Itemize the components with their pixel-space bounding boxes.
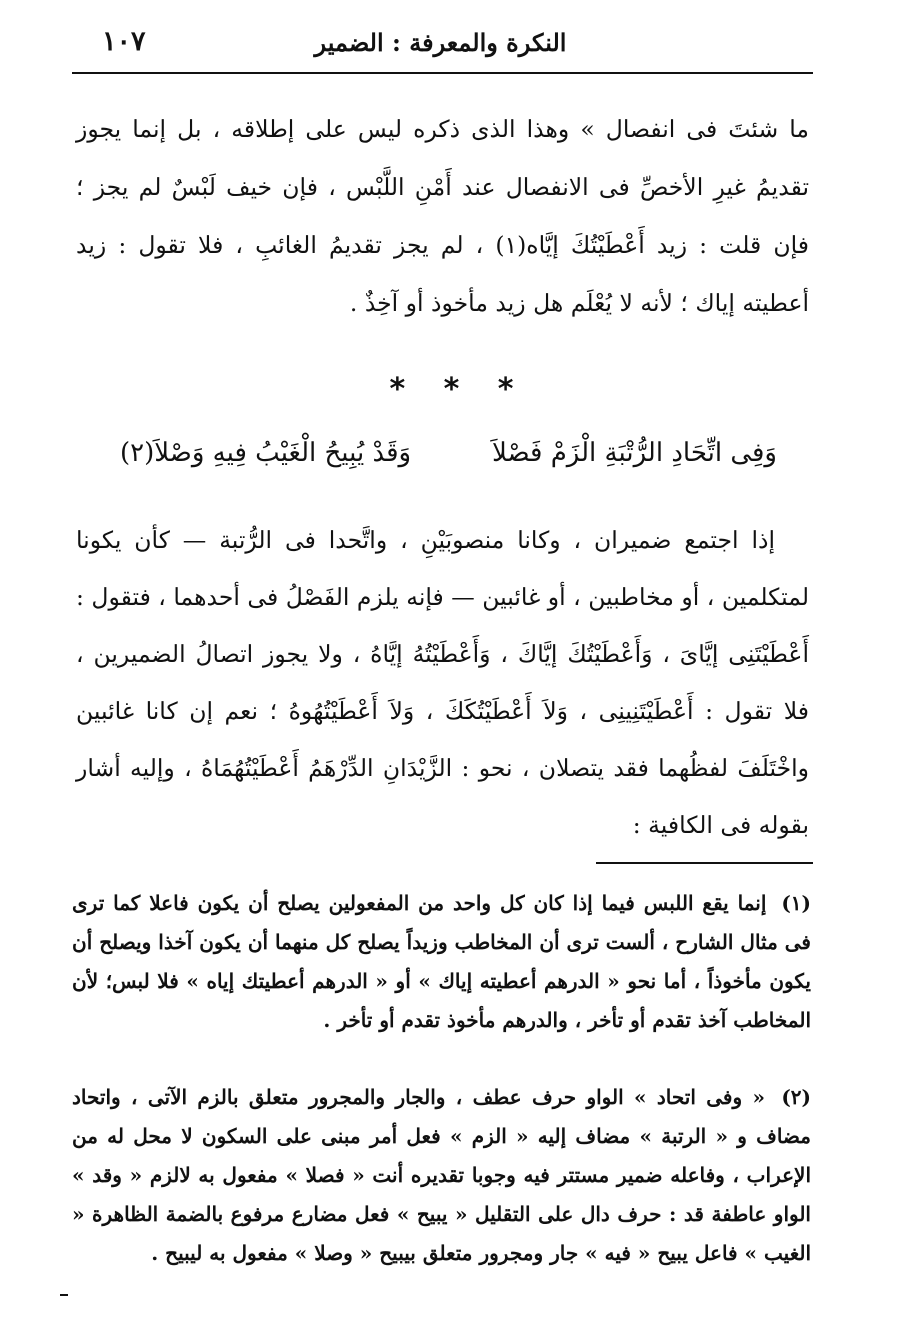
running-header: [72, 22, 809, 72]
page-number: ١٠٧: [102, 26, 146, 57]
header-title: النكرة والمعرفة : الضمير: [314, 28, 567, 57]
footnote-1: [72, 884, 811, 1040]
paragraph-1: [76, 100, 809, 332]
paragraph-2: [76, 512, 809, 854]
paragraph-2-text: إذا اجتمع ضميران ، وكانا منصوبَيْنِ ، واتَّحدا فى الرُّتبة — كأن يكونا لمتكلمين ، أو مخاطبين ، أو غائبين — فإنه يلزم الفَصْلُ فى أحدهما ، فتقول : أَعْطَيْتَنِى إيَّاىَ ، وَأَعْطَيْتُكَ إيَّاكَ ، وَأَعْطَيْتُهُ إيَّاهُ ، ولا يجوز اتصالُ الضميرين ، فلا تقول : أَعْطَيْتَنِينِى ، وَلاَ أَعْطَيْتُكَكَ ، وَلاَ أَعْطَيْتُهُوهُ ؛ نعم إن كانا غائبين واخْتَلَفَ لفظُهما فقد يتصلان ، نحو : الزَّيْدَانِ الدِّرْهَمُ أَعْطَيْتُهُمَاهُ ، وإليه أشار بقوله فى الكافية :: [76, 526, 809, 839]
footnote-1-paragraph: [72, 884, 811, 1040]
footnote-1-number: (١): [781, 891, 811, 915]
footnote-1-text: إنما يقع اللبس فيما إذا كان كل واحد من المفعولين يصلح أن يكون فاعلا كما ترى فى مثال الشارح ، ألست ترى أن المخاطب وزيداً يصلح كل منهما أن يكون آخذا ويصلح أن يكون مأخوذاً ، أما نحو « الدرهم أعطيته إياك » أو « الدرهم أعطيتك إياه » فلا لبس؛ لأن المخاطب آخذ تقدم أو تأخر ، والدرهم مأخوذ تقدم أو تأخر .: [72, 891, 811, 1032]
footnote-2-number: (٢): [781, 1085, 812, 1109]
verse-line: [120, 438, 777, 488]
paragraph-1-text: ما شئتَ فى انفصال » وهذا الذى ذكره ليس على إطلاقه ، بل إنما يجوز تقديمُ غيرِ الأخصِّ فى الانفصال عند أَمْنِ اللَّبْس ، فإن خيف لَبْسٌ لم يجز ؛ فإن قلت : زيد أَعْطَيْتُكَ إيَّاه(١) ، لم يجز تقديمُ الغائبِ ، فلا تقول : زيد أعطيته إياك ؛ لأنه لا يُعْلَم هل زيد مأخوذ أو آخِذٌ .: [76, 115, 809, 317]
footnote-2-paragraph: [72, 1078, 811, 1273]
verse-hemistich-1: وَفِى اتِّحَادِ الرُّتْبَةِ الْزَمْ فَصْلاَ: [491, 438, 777, 468]
header-rule: [72, 72, 813, 74]
section-separator: * * *: [389, 372, 528, 407]
page-mark: [60, 1294, 68, 1296]
footnote-2: [72, 1078, 811, 1273]
verse-hemistich-2: وَقَدْ يُبِيحُ الْغَيْبُ فِيهِ وَصْلاَ(٢): [120, 438, 412, 468]
footnote-2-text: « وفى اتحاد » الواو حرف عطف ، والجار والمجرور متعلق بالزم الآتى ، واتحاد مضاف و « الرتبة » مضاف إليه « الزم » فعل أمر مبنى على السكون لا محل له من الإعراب ، وفاعله ضمير مستتر فيه وجوبا تقديره أنت « فصلا » مفعول به لالزم « وقد » الواو عاطفة قد : حرف دال على التقليل « يبيح » فعل مضارع مرفوع بالضمة الظاهرة « الغيب » فاعل يبيح « فيه » جار ومجرور متعلق بيبيح « وصلا » مفعول به ليبيح .: [72, 1085, 811, 1265]
footnote-rule: [596, 862, 813, 864]
